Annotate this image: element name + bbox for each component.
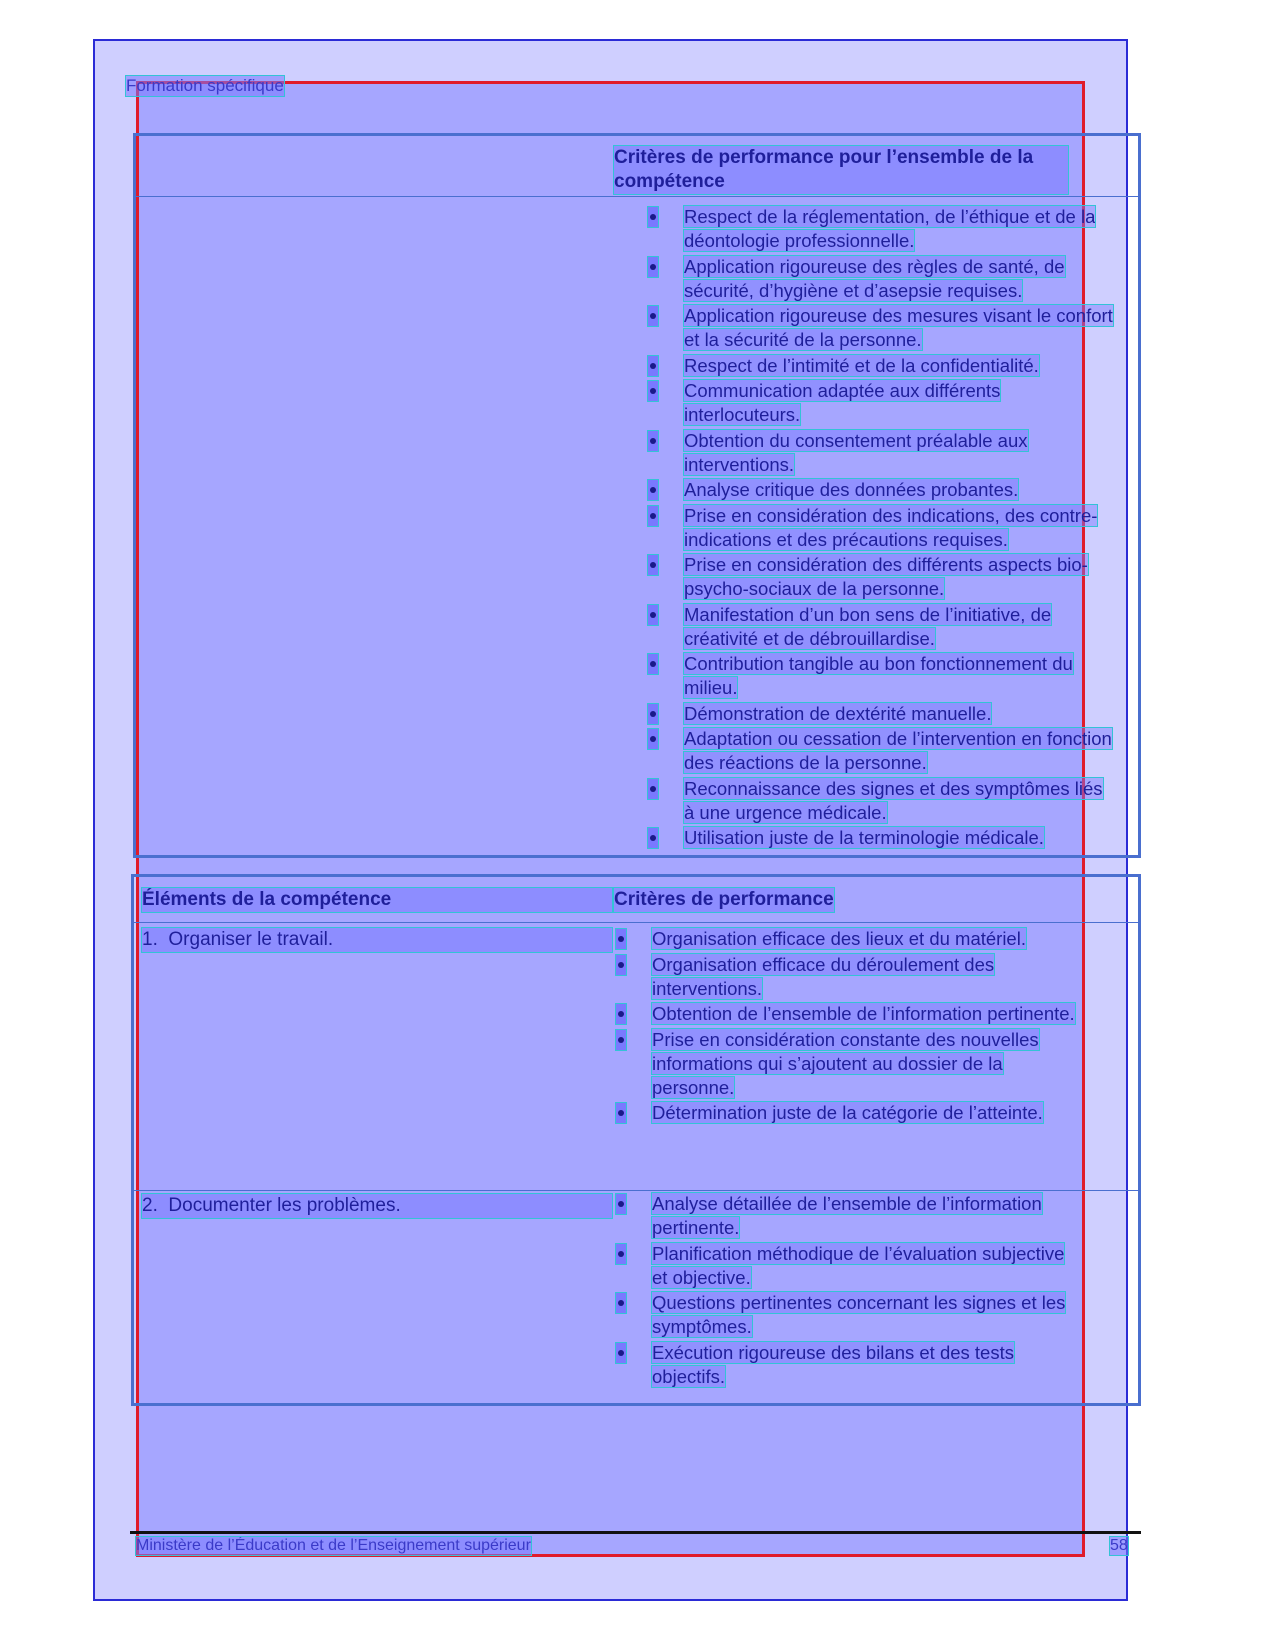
bullet-icon <box>648 381 658 401</box>
table2-header-criteria: Critères de performance <box>614 889 834 910</box>
bullet-icon <box>648 431 658 451</box>
bullet-icon <box>648 257 658 277</box>
criterion-text: Application rigoureuse des règles de santé, de sécurité, d’hygiène et d’asepsie requises. <box>684 255 1065 301</box>
table2-header-divider <box>134 922 1138 923</box>
criterion-text: Questions pertinentes concernant les signes et les symptômes. <box>652 1292 1066 1337</box>
criterion-text: Exécution rigoureuse des bilans et des tests objectifs. <box>652 1341 1014 1387</box>
table1-header-criteria: Critères de performance pour l’ensemble de la compétence <box>614 146 1068 194</box>
criterion-item <box>616 953 1084 1001</box>
criterion-item <box>648 777 1116 825</box>
criterion-text: Planification méthodique de l’évaluation subjective et objective. <box>652 1242 1065 1288</box>
criterion-item <box>648 304 1116 352</box>
criterion-item <box>616 1341 1084 1389</box>
bullet-icon <box>648 555 658 575</box>
table1-header-divider <box>136 196 1138 197</box>
element-1-criteria-list <box>616 927 1084 1127</box>
bullet-icon <box>616 1194 626 1214</box>
criterion-text: Détermination juste de la catégorie de l’atteinte. <box>652 1102 1043 1123</box>
criterion-text: Analyse détaillée de l’ensemble de l’information pertinente. <box>652 1193 1042 1238</box>
bullet-icon <box>648 207 658 227</box>
criterion-text: Application rigoureuse des mesures visant le confort et la sécurité de la personne. <box>684 305 1113 350</box>
criterion-item <box>648 727 1116 775</box>
table1-criteria-list <box>648 205 1116 852</box>
criterion-item <box>616 1101 1084 1125</box>
bullet-icon <box>648 779 658 799</box>
table2-header-elements: Éléments de la compétence <box>142 888 612 912</box>
criterion-item <box>648 553 1116 601</box>
criterion-text: Reconnaissance des signes et des symptômes liés à une urgence médicale. <box>684 777 1103 823</box>
criterion-item <box>648 826 1116 850</box>
criterion-item <box>648 354 1116 378</box>
criterion-text: Adaptation ou cessation de l’intervention en fonction des réactions de la personne. <box>684 728 1112 773</box>
criterion-item <box>648 652 1116 700</box>
criterion-text: Contribution tangible au bon fonctionnement du milieu. <box>684 653 1073 698</box>
bullet-icon <box>648 729 658 749</box>
footer-ministry: Ministère de l’Éducation et de l’Enseignement supérieur <box>136 1537 531 1554</box>
criterion-item <box>616 927 1084 951</box>
criterion-item <box>616 1028 1084 1100</box>
criterion-item <box>648 205 1116 253</box>
criteria-table-overall <box>133 133 1141 858</box>
bullet-icon <box>648 704 658 724</box>
bullet-icon <box>616 1004 626 1024</box>
element-row-1: 1. Organiser le travail. <box>142 928 612 952</box>
bullet-icon <box>616 955 626 975</box>
criterion-item <box>616 1192 1084 1240</box>
bullet-icon <box>616 1293 626 1313</box>
criterion-item <box>648 255 1116 303</box>
criterion-item <box>648 504 1116 552</box>
criterion-item <box>616 1291 1084 1339</box>
criterion-text: Respect de l’intimité et de la confidentialité. <box>684 354 1039 376</box>
bullet-icon <box>648 306 658 326</box>
bullet-icon <box>616 929 626 949</box>
bullet-icon <box>648 828 658 848</box>
bullet-icon <box>616 1244 626 1264</box>
criterion-text: Manifestation d’un bon sens de l’initiative, de créativité et de débrouillardise. <box>684 603 1052 649</box>
criterion-text: Organisation efficace du déroulement des interventions. <box>652 953 995 999</box>
criterion-item <box>648 379 1116 427</box>
criterion-item <box>648 603 1116 651</box>
criterion-text: Obtention du consentement préalable aux interventions. <box>684 429 1028 475</box>
bullet-icon <box>616 1103 626 1123</box>
criterion-item <box>648 702 1116 726</box>
criterion-text: Obtention de l’ensemble de l’information pertinente. <box>652 1003 1075 1024</box>
criterion-text: Analyse critique des données probantes. <box>684 479 1019 500</box>
criterion-text: Prise en considération des indications, des contre-indications et des précautions requises. <box>684 504 1098 550</box>
bullet-icon <box>648 605 658 625</box>
element-row-2: 2. Documenter les problèmes. <box>142 1194 612 1218</box>
bullet-icon <box>648 654 658 674</box>
criterion-text: Prise en considération constante des nouvelles informations qui s’ajoutent au dossier de la personne. <box>652 1028 1039 1098</box>
criterion-text: Démonstration de dextérité manuelle. <box>684 702 992 724</box>
footer-page-number: 58 <box>1110 1537 1128 1554</box>
criterion-item <box>648 429 1116 477</box>
bullet-icon <box>648 480 658 500</box>
criterion-item <box>616 1002 1084 1026</box>
bullet-icon <box>648 356 658 376</box>
elements-criteria-table <box>131 874 1141 1406</box>
criterion-text: Organisation efficace des lieux et du matériel. <box>652 928 1026 949</box>
element-2-criteria-list <box>616 1192 1084 1390</box>
table2-row-divider <box>134 1190 1138 1191</box>
criterion-text: Prise en considération des différents aspects bio-psycho-sociaux de la personne. <box>684 554 1088 599</box>
bullet-icon <box>648 506 658 526</box>
running-header: Formation spécifique <box>126 76 284 95</box>
bullet-icon <box>616 1030 626 1050</box>
footer-rule <box>130 1531 1141 1534</box>
criterion-item <box>616 1242 1084 1290</box>
criterion-item <box>648 478 1116 502</box>
bullet-icon <box>616 1343 626 1363</box>
criterion-text: Respect de la réglementation, de l’éthique et de la déontologie professionnelle. <box>684 206 1096 251</box>
criterion-text: Utilisation juste de la terminologie médicale. <box>684 827 1044 848</box>
criterion-text: Communication adaptée aux différents interlocuteurs. <box>684 380 1001 425</box>
